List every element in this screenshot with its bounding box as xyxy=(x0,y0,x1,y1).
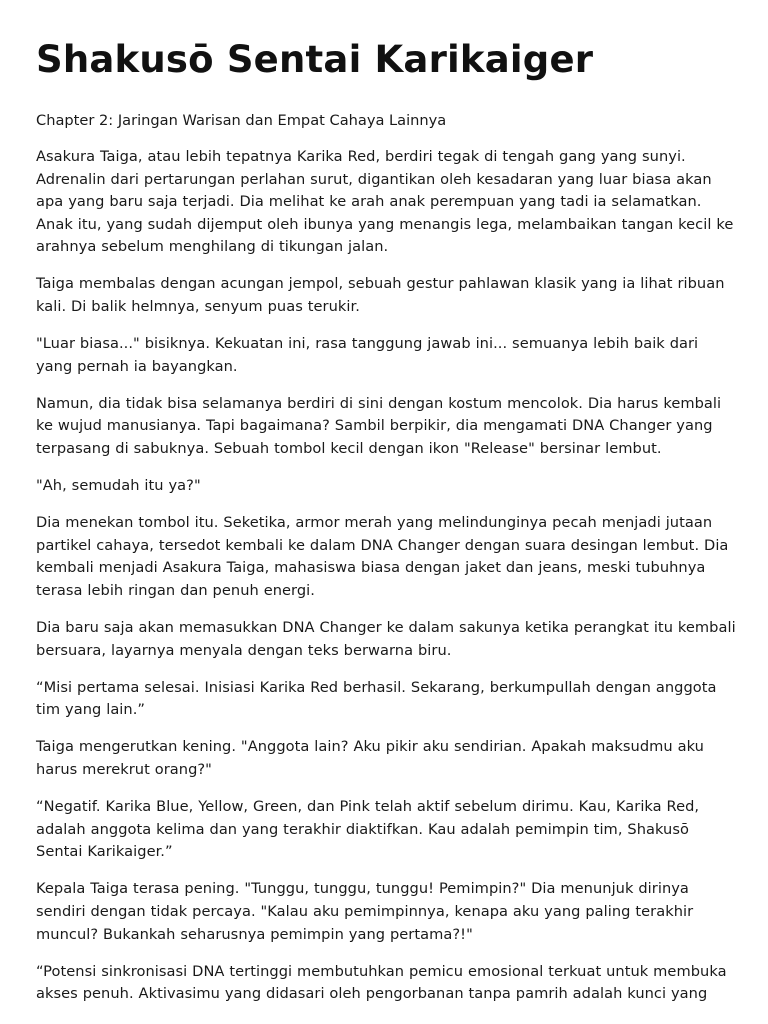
paragraph: "Ah, semudah itu ya?" xyxy=(36,477,201,495)
document-page xyxy=(36,34,736,1020)
paragraph: Namun, dia tidak bisa selamanya berdiri di sini dengan kostum mencolok. Dia harus kembali ke wujud manusianya. Tapi bagaimana? Sambil berpikir, dia mengamati DNA Changer yang terpasang di sabuknya. Sebuah tombol kecil dengan ikon "Release" bersinar lembut. xyxy=(36,394,722,458)
chapter-heading: Chapter 2: Jaringan Warisan dan Empat Cahaya Lainnya xyxy=(36,112,447,129)
paragraph: Taiga mengerutkan kening. "Anggota lain? Aku pikir aku sendirian. Apakah maksudmu aku harus merekrut orang?" xyxy=(36,738,704,779)
paragraph: “Negatif. Karika Blue, Yellow, Green, dan Pink telah aktif sebelum dirimu. Kau, Karika Red, adalah anggota kelima dan yang terakhir diaktifkan. Kau adalah pemimpin tim, Shakusō Sentai Karikaiger.” xyxy=(36,798,700,861)
document-title: Shakusō Sentai Karikaiger xyxy=(36,38,594,81)
paragraph: “Potensi sinkronisasi DNA tertinggi membutuhkan pemicu emosional terkuat untuk membuka akses penuh. Aktivasimu yang didasari oleh pengorbanan tanpa pamrih adalah kunci yang xyxy=(36,962,727,1003)
paragraph: Asakura Taiga, atau lebih tepatnya Karika Red, berdiri tegak di tengah gang yang sunyi. Adrenalin dari pertarungan perlahan surut, digantikan oleh kesadaran yang luar biasa akan apa yang baru saja terjadi. Dia melihat ke arah anak perempuan yang tadi ia selamatkan. Anak itu, yang sudah dijemput oleh ibunya yang menangis lega, melambaikan tangan kecil ke arahnya sebelum menghilang di tikungan jalan. xyxy=(36,148,734,256)
paragraph: Dia menekan tombol itu. Seketika, armor merah yang melindunginya pecah menjadi jutaan partikel cahaya, tersedot kembali ke dalam DNA Changer dengan suara desingan lembut. Dia kembali menjadi Asakura Taiga, mahasiswa biasa dengan jaket dan jeans, meski tubuhnya terasa lebih ringan dan penuh energi. xyxy=(36,514,729,599)
paragraph: Taiga membalas dengan acungan jempol, sebuah gestur pahlawan klasik yang ia lihat ribuan kali. Di balik helmnya, senyum puas terukir. xyxy=(36,275,725,316)
paragraph: “Misi pertama selesai. Inisiasi Karika Red berhasil. Sekarang, berkumpullah dengan anggota tim yang lain.” xyxy=(36,678,717,719)
paragraph: "Luar biasa..." bisiknya. Kekuatan ini, rasa tanggung jawab ini... semuanya lebih baik dari yang pernah ia bayangkan. xyxy=(36,335,699,375)
paragraph: Kepala Taiga terasa pening. "Tunggu, tunggu, tunggu! Pemimpin?" Dia menunjuk dirinya sendiri dengan tidak percaya. "Kalau aku pemimpinnya, kenapa aku yang paling terakhir muncul? Bukankah seharusnya pemimpin yang pertama?!" xyxy=(36,880,694,943)
paragraph: Dia baru saja akan memasukkan DNA Changer ke dalam sakunya ketika perangkat itu kembali bersuara, layarnya menyala dengan teks berwarna biru. xyxy=(36,619,736,659)
